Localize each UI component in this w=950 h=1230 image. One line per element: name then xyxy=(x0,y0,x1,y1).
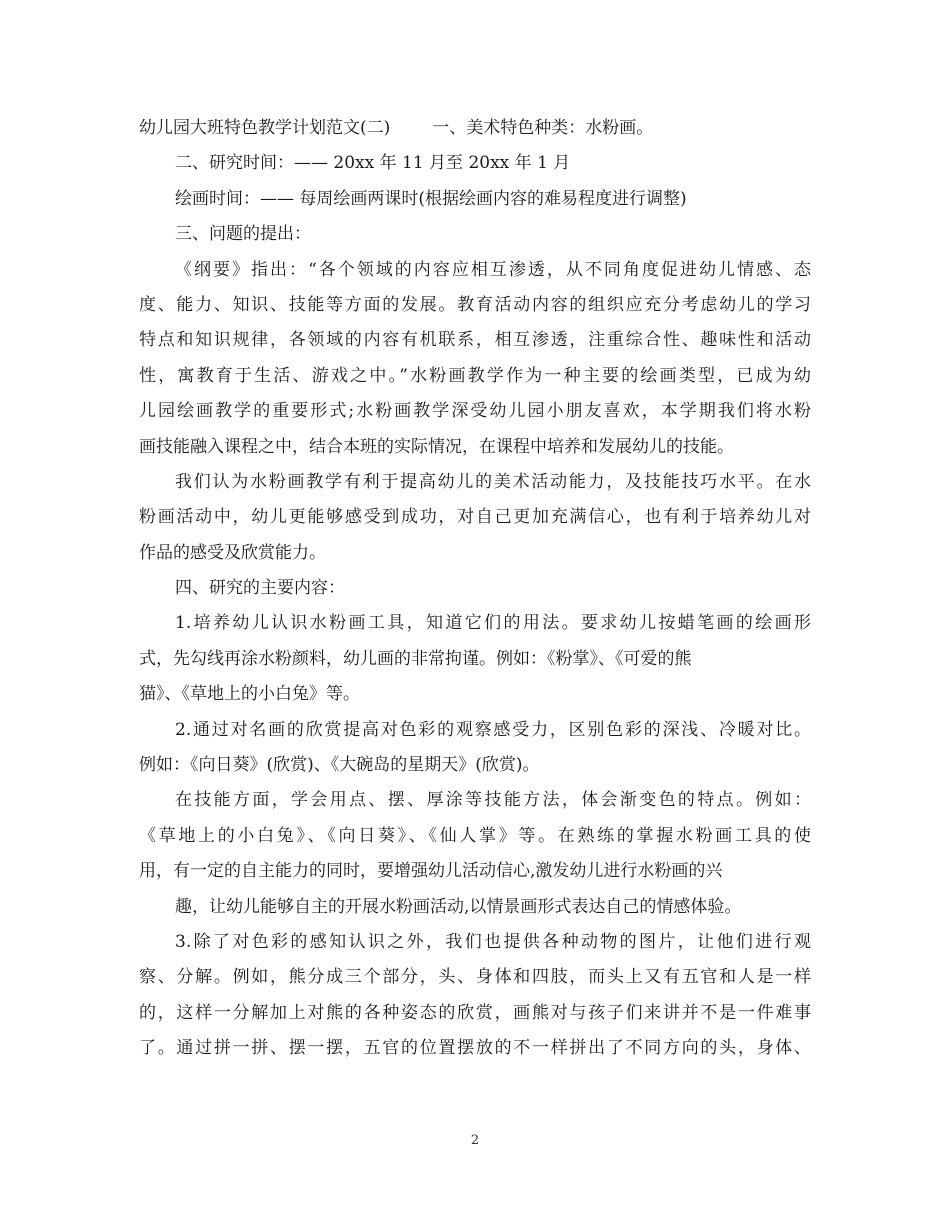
paragraph-line: 度、能力、知识、技能等方面的发展。教育活动内容的组织应充分考虑幼儿的学习 xyxy=(139,294,811,315)
paragraph-line: 在技能方面，学会用点、摆、厚涂等技能方法，体会渐变色的特点。例如： xyxy=(175,790,811,811)
paragraph-line: 猫》、《草地上的小白兔》等。 xyxy=(139,684,360,705)
paragraph-line: 趣，让幼儿能够自主的开展水粉画活动,以情景画形式表达自己的情感体验。 xyxy=(175,896,742,917)
paragraph-line: 画技能融入课程之中，结合本班的实际情况，在课程中培养和发展幼儿的技能。 xyxy=(139,436,734,457)
paragraph-line: 例如：《向日葵》(欣赏)、《大碗岛的星期天》(欣赏)。 xyxy=(139,755,540,776)
paragraph-line: 粉画活动中，幼儿更能够感受到成功，对自己更加充满信心，也有利于培养幼儿对 xyxy=(139,507,811,528)
paragraph-line: 用，有一定的自主能力的同时，要增强幼儿活动信心,激发幼儿进行水粉画的兴 xyxy=(139,861,723,882)
paragraph-line: 的，这样一分解加上对熊的各种姿态的欣赏，画熊对与孩子们来讲并不是一件难事 xyxy=(139,1002,811,1023)
research-time-line: 二、研究时间：—— 20xx 年 11 月至 20xx 年 1 月 xyxy=(175,153,571,174)
paragraph-line: 特点和知识规律，各领域的内容有机联系，相互渗透，注重综合性、趣味性和活动 xyxy=(139,330,811,351)
paragraph-line: 性，寓教育于生活、游戏之中。”水粉画教学作为一种主要的绘画类型，已成为幼 xyxy=(139,365,811,386)
heading-main-content: 四、研究的主要内容： xyxy=(175,578,345,599)
paragraph-line: 作品的感受及欣赏能力。 xyxy=(139,542,326,563)
paragraph-line: 1.培养幼儿认识水粉画工具，知道它们的用法。要求幼儿按蜡笔画的绘画形 xyxy=(175,613,811,634)
paragraph-line: 我们认为水粉画教学有利于提高幼儿的美术活动能力，及技能技巧水平。在水 xyxy=(175,471,811,492)
document-title: 幼儿园大班特色教学计划范文(二) xyxy=(139,118,391,138)
paragraph-line: 察、分解。例如，熊分成三个部分，头、身体和四肢，而头上又有五官和人是一样 xyxy=(139,967,811,988)
heading-art-type: 一、美术特色种类：水粉画。 xyxy=(432,118,654,138)
drawing-time-line: 绘画时间：—— 每周绘画两课时(根据绘画内容的难易程度进行调整) xyxy=(175,188,687,209)
document-page xyxy=(139,113,811,1069)
page-number: 2 xyxy=(470,1133,480,1148)
paragraph-line: 3.除了对色彩的感知认识之外，我们也提供各种动物的图片，让他们进行观 xyxy=(175,931,811,952)
paragraph-line: 《草地上的小白兔》、《向日葵》、《仙人掌》等。在熟练的掌握水粉画工具的使 xyxy=(139,825,811,846)
paragraph-line: 2.通过对名画的欣赏提高对色彩的观察感受力，区别色彩的深浅、冷暖对比。 xyxy=(175,719,811,740)
paragraph-line: 了。通过拼一拼、摆一摆，五官的位置摆放的不一样拼出了不同方向的头，身体、 xyxy=(139,1038,811,1059)
heading-problem: 三、问题的提出： xyxy=(175,224,311,245)
paragraph-line: 式，先勾线再涂水粉颜料，幼儿画的非常拘谨。例如：《粉掌》、《可爱的熊 xyxy=(139,648,692,669)
title-line xyxy=(139,113,811,143)
paragraph-line: 儿园绘画教学的重要形式;水粉画教学深受幼儿园小朋友喜欢，本学期我们将水粉 xyxy=(139,401,811,422)
paragraph-line: 《纲要》指出：“各个领域的内容应相互渗透，从不同角度促进幼儿情感、态 xyxy=(175,259,811,280)
